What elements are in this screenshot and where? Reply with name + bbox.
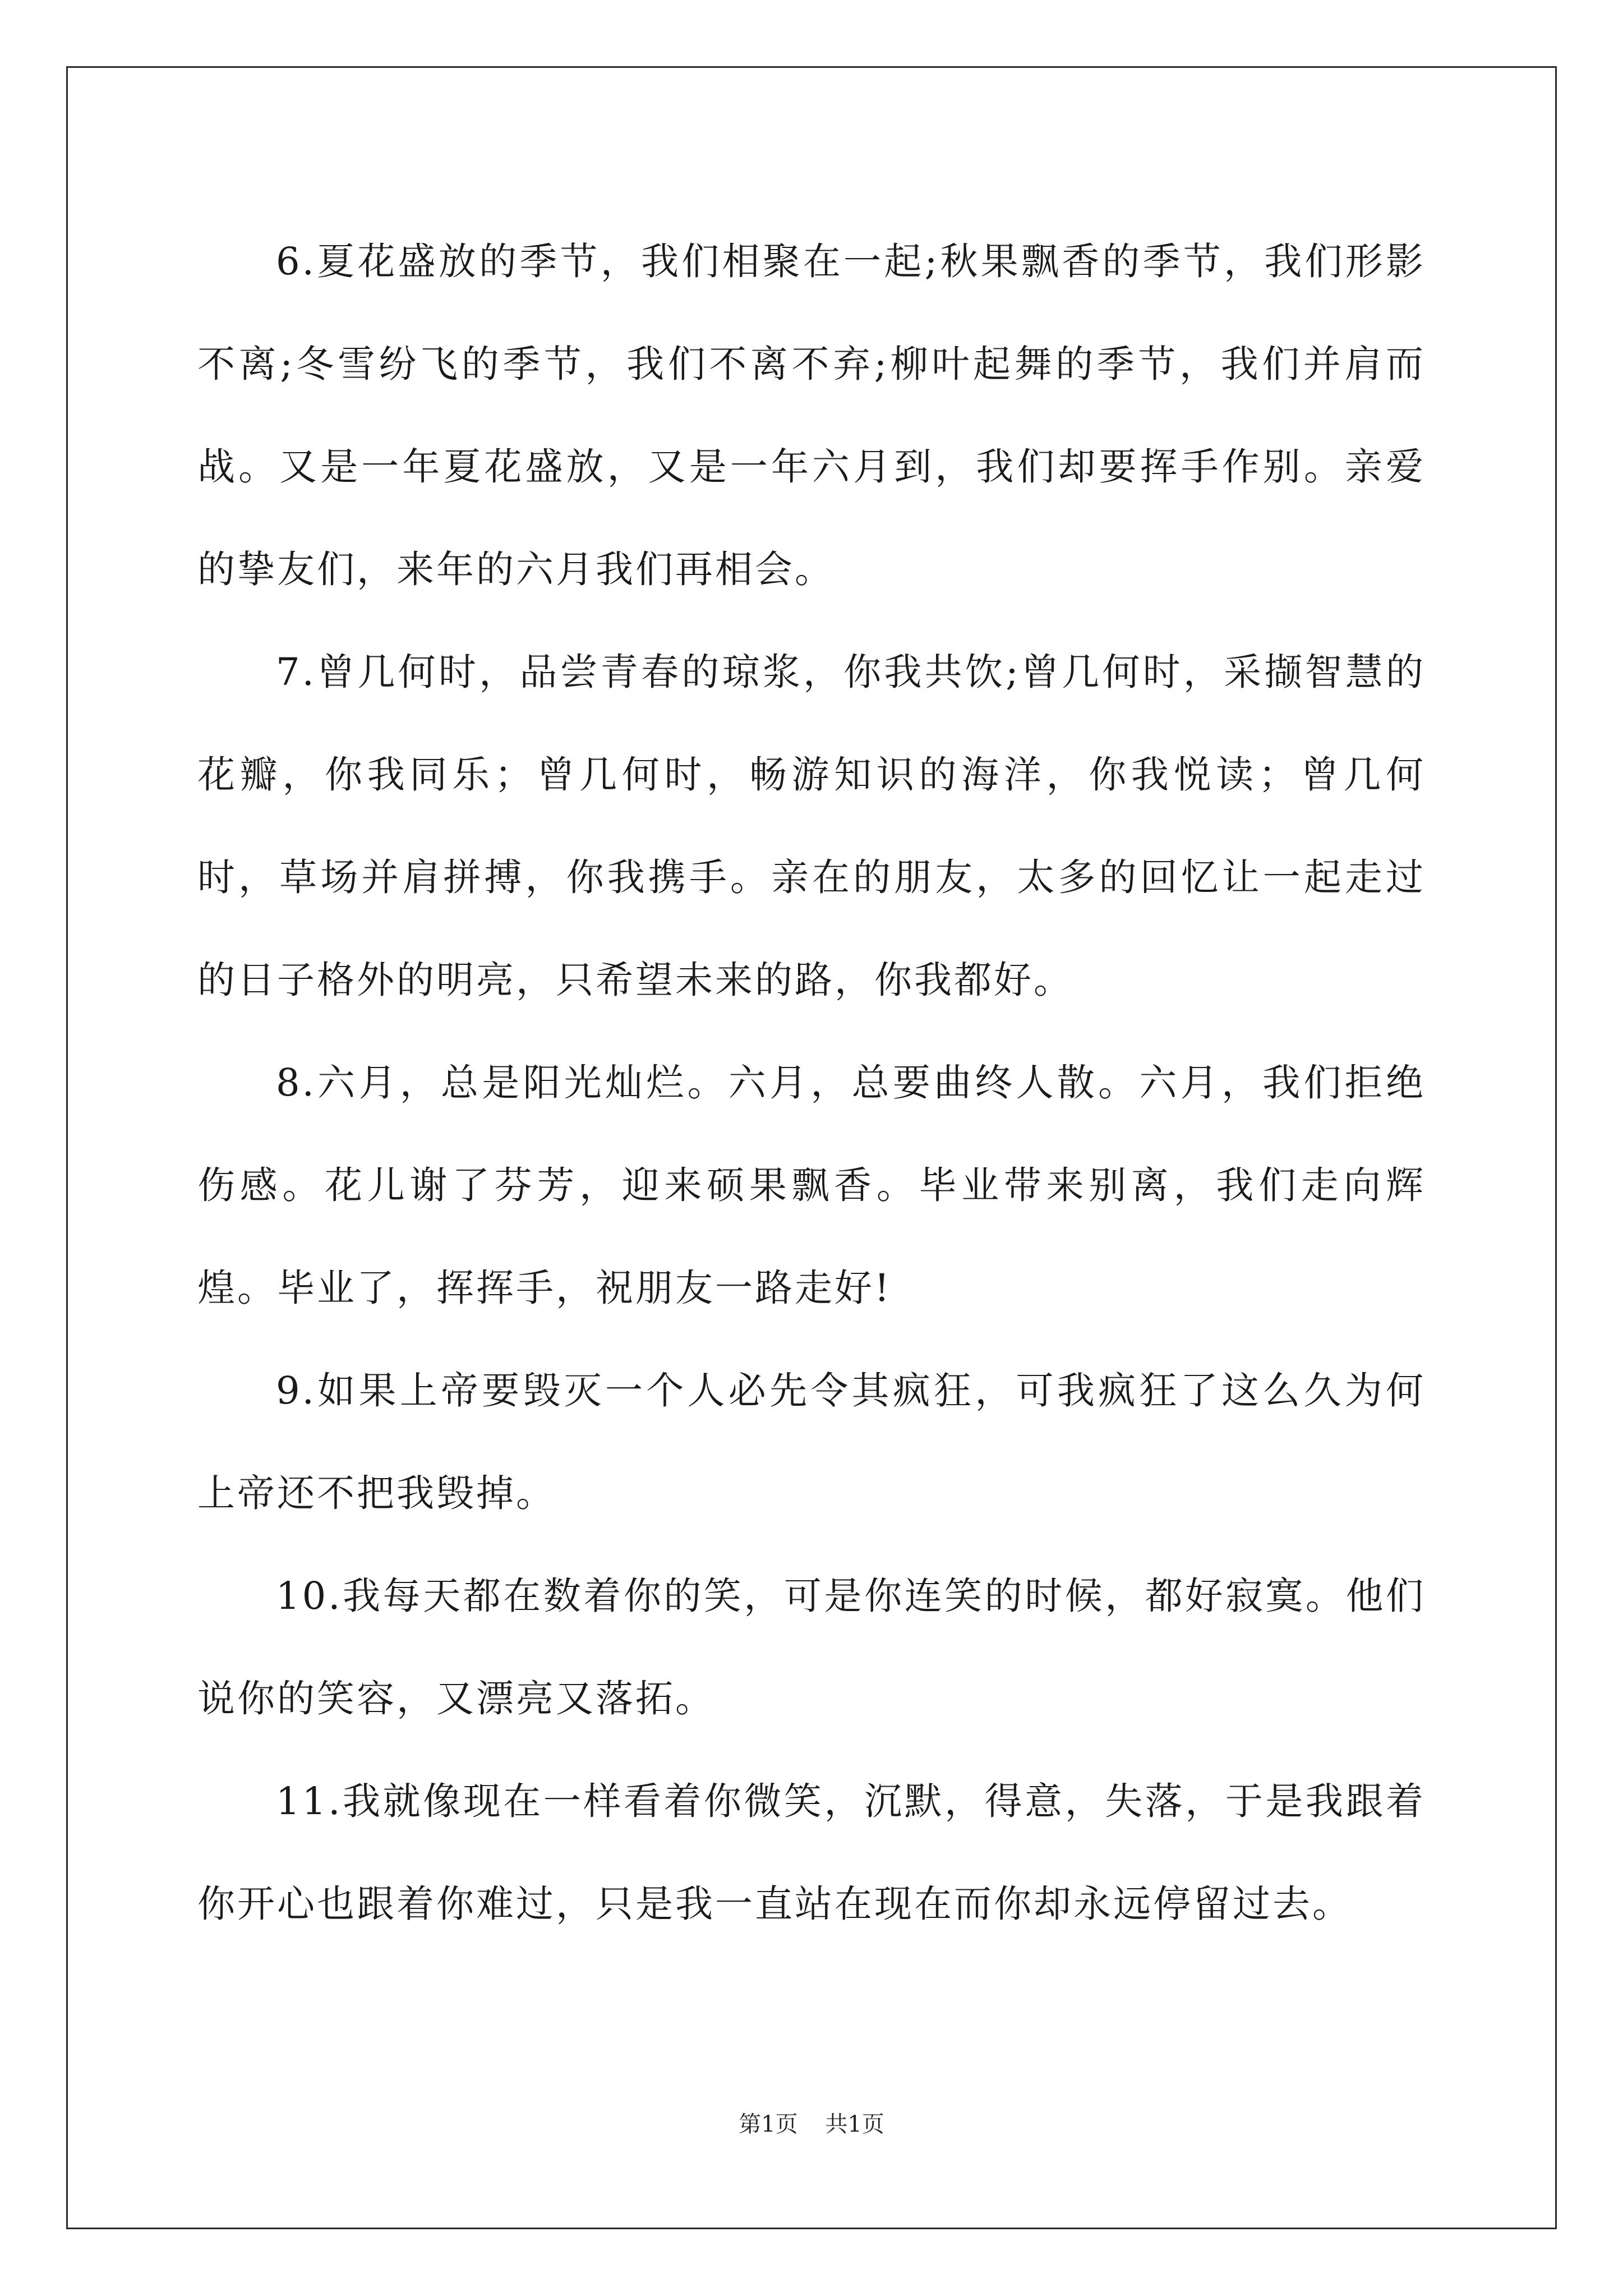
paragraph-9: 9.如果上帝要毁灭一个人必先令其疯狂，可我疯狂了这么久为何上帝还不把我毁掉。	[197, 1369, 1426, 1515]
page-total: 共1页	[825, 2111, 884, 2137]
page-footer	[0, 2106, 1623, 2138]
paragraph-6: 6.夏花盛放的季节，我们相聚在一起;秋果飘香的季节，我们形影不离;冬雪纷飞的季节，我们不离不弃;柳叶起舞的季节，我们并肩而战。又是一年夏花盛放，又是一年六月到，我们却要挥手作别。亲爱的挚友们，来年的六月我们再相会。	[197, 240, 1426, 591]
paragraph-8: 8.六月，总是阳光灿烂。六月，总要曲终人散。六月，我们拒绝伤感。花儿谢了芬芳，迎来硕果飘香。毕业带来别离，我们走向辉煌。毕业了，挥挥手，祝朋友一路走好!	[197, 1061, 1426, 1310]
paragraph-10: 10.我每天都在数着你的笑，可是你连笑的时候，都好寂寞。他们说你的笑容，又漂亮又落拓。	[197, 1574, 1426, 1720]
paragraph-11: 11.我就像现在一样看着你微笑，沉默，得意，失落，于是我跟着你开心也跟着你难过，只是我一直站在现在而你却永远停留过去。	[197, 1779, 1426, 1926]
document-body	[197, 210, 1426, 1955]
paragraph-7: 7.曾几何时，品尝青春的琼浆，你我共饮;曾几何时，采撷智慧的花瓣，你我同乐；曾几何时，畅游知识的海洋，你我悦读；曾几何时，草场并肩拼搏，你我携手。亲在的朋友，太多的回忆让一起走过的日子格外的明亮，只希望未来的路，你我都好。	[197, 650, 1426, 1002]
page-number: 第1页	[739, 2111, 798, 2137]
